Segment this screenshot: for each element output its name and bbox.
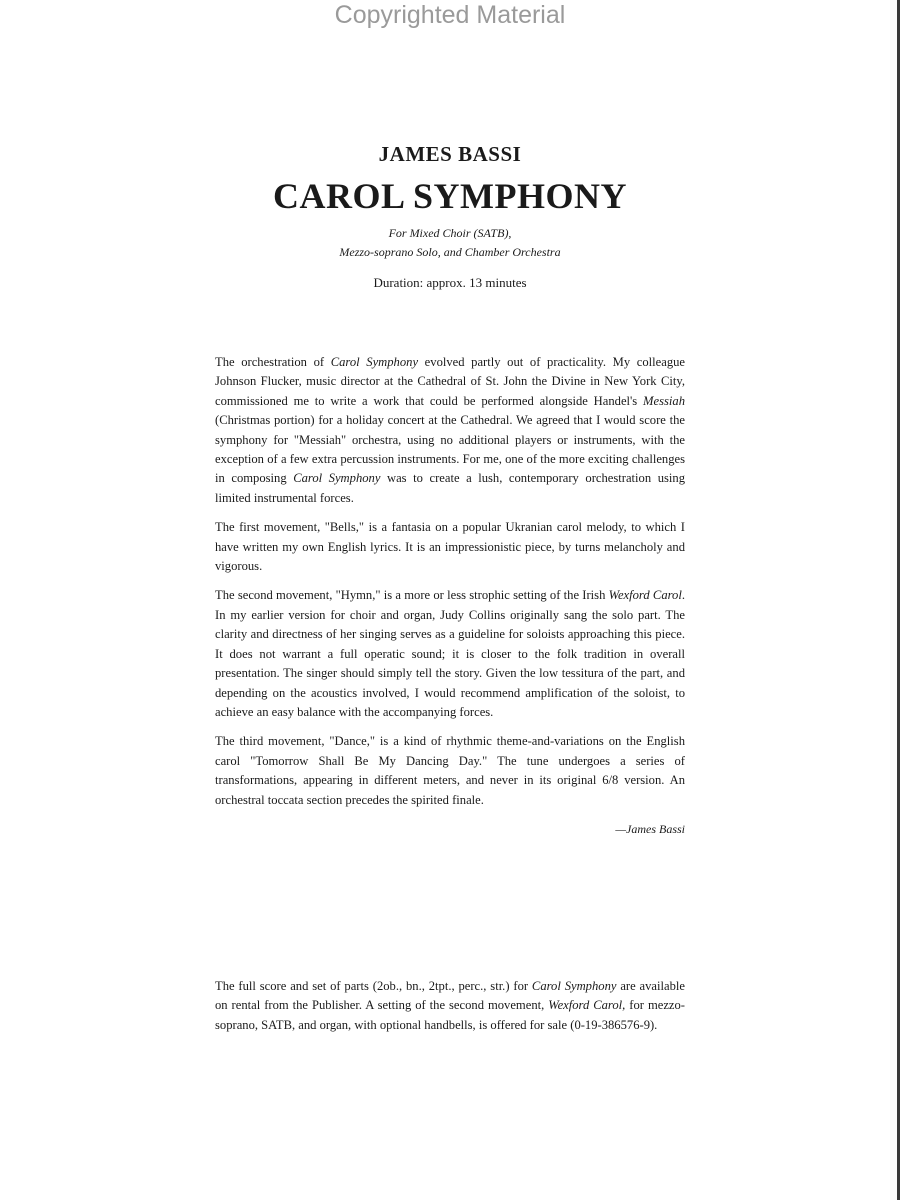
italic-title: Messiah [643, 393, 685, 408]
text-run: The full score and set of parts (2ob., bn., 2tpt., perc., str.) for [215, 979, 532, 993]
italic-title: Carol Symphony [293, 471, 381, 486]
paragraph-orchestration [215, 353, 685, 508]
program-note [215, 353, 685, 839]
italic-title: Wexford Carol [608, 588, 682, 603]
composer-name: JAMES BASSI [378, 142, 522, 166]
italic-title: Carol Symphony [531, 979, 617, 993]
text-run: evolved partly out of practicality. My colleague Johnson Flucker, music director at the Cathedral of St. John the Divine in New York City, commissioned me to write a work that could be performed alongside Handel's [215, 355, 686, 408]
copyright-watermark: Copyrighted Material [334, 1, 566, 29]
paragraph-third-movement: The third movement, "Dance," is a kind of rhythmic theme-and-variations on the English carol "Tomorrow Shall Be My Dancing Day." The tune undergoes a series of transformations, appearing in different meters, and never in its original 6/8 version. An orchestral toccata section precedes the spirited finale. [215, 734, 685, 807]
text-run: . In my earlier version for choir and organ, Judy Collins originally sang the solo part. The clarity and directness of her singing serves as a guideline for soloists approaching this piece. It does not warrant a full operatic sound; it is closer to the folk tradition in overall presentation. The singer should simply tell the story. Given the low tessitura of the part, and depending on the acoustics involved, I would recommend amplification of the soloist, to achieve an easy balance with the accompanying forces. [215, 588, 685, 719]
duration: Duration: approx. 13 minutes [373, 275, 527, 290]
text-run: The orchestration of [215, 355, 331, 369]
title-block [0, 140, 900, 292]
scoring-line-2: Mezzo-soprano Solo, and Chamber Orchestra [339, 245, 561, 259]
text-run: was to create a lush, contemporary orchestration using limited instrumental forces. [215, 471, 685, 505]
text-run: (Christmas portion) for a holiday concert at the Cathedral. We agreed that I would score the symphony for "Messiah" orchestra, using no additional players or instruments, with the exception of a few extra percussion instruments. For me, one of the more exciting challenges in composing [215, 413, 685, 486]
paragraph-rental [215, 977, 685, 1035]
work-title: CAROL SYMPHONY [272, 176, 627, 216]
italic-title: Carol Symphony [330, 355, 419, 369]
text-run: for mezzo-soprano, SATB, and organ, with optional handbells, is offered for sale (0-19-386576-9). [215, 998, 686, 1032]
text-run: are available on rental from the Publisher. A setting of the second movement, [215, 979, 685, 1013]
paragraph-second-movement [215, 586, 685, 722]
rental-note [215, 977, 685, 1035]
scoring-line-1: For Mixed Choir (SATB), [388, 226, 512, 240]
paragraph-first-movement: The first movement, "Bells," is a fantasia on a popular Ukranian carol melody, to which I have written my own English lyrics. It is an impressionistic piece, by turns melancholy and vigorous. [215, 520, 685, 574]
italic-title: Wexford Carol, [548, 998, 626, 1013]
text-run: The second movement, "Hymn," is a more or less strophic setting of the Irish [215, 588, 609, 603]
signature: —James Bassi [615, 821, 685, 836]
